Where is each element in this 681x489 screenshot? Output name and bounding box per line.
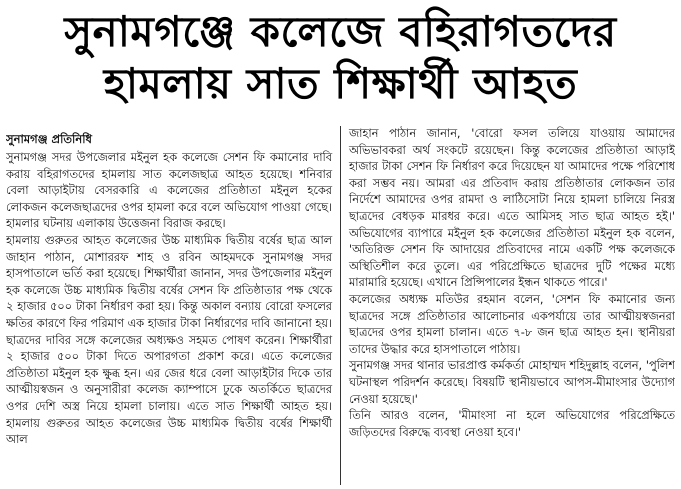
right-column [341, 126, 675, 485]
paragraph: সুনামগঞ্জ সদর থানার ভারপ্রাপ্ত কর্মকর্তা মোহাম্মদ শহিদুল্লাহ বলেন, 'পুলিশ ঘটনাস্থল পরিদর্শন করেছে। বিষয়টি স্থানীয়ভাবে আপস-মীমাংসার উদ্যোগ নেওয়া হয়েছে।' [349, 359, 675, 406]
left-column [6, 126, 341, 485]
headline-line-2: হামলায় সাত শিক্ষার্থী আহত [103, 59, 578, 108]
article-body [6, 126, 675, 485]
paragraph: জাহান পাঠান জানান, 'বোরো ফসল তলিয়ে যাওয়ায় আমাদের অভিভাবকরা অর্থ সংকটে রয়েছেন। কিন্তু কলেজের প্রতিষ্ঠাতা আড়াই হাজার টাকা সেশন ফি নির্ধারণ করে দিয়েছেন যা আমাদের পক্ষে পরিশোধ করা সম্ভব নয়। আমরা এর প্রতিবাদ করায় প্রতিষ্ঠাতার লোকজন তার নির্দেশে আমাদের ওপর রামদা ও লাঠিসোটা নিয়ে হামলা চালিয়ে নিরস্ত্র ছাত্রদের বেধড়ক মারধর করে। এতে আমিসহ সাত ছাত্র আহত হই।' অভিযোগের ব্যাপারে মইনুল হক কলেজের প্রতিষ্ঠাতা মইনুল হক বলেন, 'অতিরিক্ত সেশন ফি আদায়ের প্রতিবাদের নামে একটি পক্ষ কলেজকে অস্থিতিশীল করে তুলে। এর পরিপ্রেক্ষিতে ছাত্রদের দুটি পক্ষের মধ্যে মারামারি হয়েছে। এখানে প্রিন্সিপালের ইন্ধন থাকতে পারে।' [349, 127, 675, 290]
byline: সুনামগঞ্জ প্রতিনিধি [6, 132, 92, 146]
paragraph: হামলায় গুরুতর আহত কলেজের উচ্চ মাধ্যমিক দ্বিতীয় বর্ষের ছাত্র আল জাহান পাঠান, মোশাররফ শাহ ও রবিন আহমদকে সুনামগঞ্জ সদর হাসপাতালে ভর্তি করা হয়েছে। শিক্ষার্থীরা জানান, সদর উপজেলার মইনুল হক কলেজে উচ্চ মাধ্যমিক দ্বিতীয় বর্ষের সেশন ফি প্রতিষ্ঠাতার পক্ষ থেকে ২ হাজার ৫০০ টাকা নির্ধারণ করা হয়। কিন্তু অকাল বন্যায় বোরো ফসলের ক্ষতির কারণে ফির পরিমাণ এক হাজার টাকা নির্ধারণের দাবি জানানো হয়। ছাত্রদের দাবির সঙ্গে কলেজের অধ্যক্ষও সহমত পোষণ করেন। শিক্ষার্থীরা ২ হাজার ৫০০ টাকা দিতে অপারগতা প্রকাশ করে। এতে কলেজের প্রতিষ্ঠাতা মইনুল হক ক্ষুব্ধ হন। এর জের ধরে বেলা আড়াইটার দিকে তার আত্মীয়স্বজন ও অনুসারীরা কলেজ ক্যাম্পাসে ঢুকে অতর্কিতে ছাত্রদের ওপর দেশি অস্ত্র নিয়ে হামলা চালায়। এতে সাত শিক্ষার্থী আহত হয়। হামলায় গুরুতর আহত কলেজের উচ্চ মাধ্যমিক দ্বিতীয় বর্ষের শিক্ষার্থী আল [6, 233, 332, 447]
headline [8, 0, 673, 110]
paragraph: কলেজের অধ্যক্ষ মতিউর রহমান বলেন, 'সেশন ফি কমানোর জন্য ছাত্রদের সঙ্গে প্রতিষ্ঠাতার আলোচনার একপর্যায়ে তার আত্মীয়স্বজনরা ছাত্রদের ওপর হামলা চালান। এতে ৭-৮ জন ছাত্র আহত হন। স্থানীয়রা তাদের উদ্ধার করে হাসপাতালে পাঠায়। [349, 292, 675, 356]
paragraph: সুনামগঞ্জ সদর উপজেলার মইনুল হক কলেজে সেশন ফি কমানোর দাবি করায় বহিরাগতদের হামলায় সাত কলেজছাত্র আহত হয়েছে। শনিবার বেলা আড়াইটায় বেসরকারি এ কলেজের প্রতিষ্ঠাতা মইনুল হকের লোকজন কলেজছাত্রদের ওপর হামলা করে বলে অভিযোগ পাওয়া গেছে। হামলার ঘটনায় এলাকায় উত্তেজনা বিরাজ করছে। [6, 151, 332, 231]
paragraph: তিনি আরও বলেন, 'মীমাংসা না হলে অভিযোগের পরিপ্রেক্ষিতে জড়িতদের বিরুদ্ধে ব্যবস্থা নেওয়া হবে।' [349, 409, 675, 439]
headline-line-1: সুনামগঞ্জে কলেজে বহিরাগতদের [64, 7, 617, 56]
